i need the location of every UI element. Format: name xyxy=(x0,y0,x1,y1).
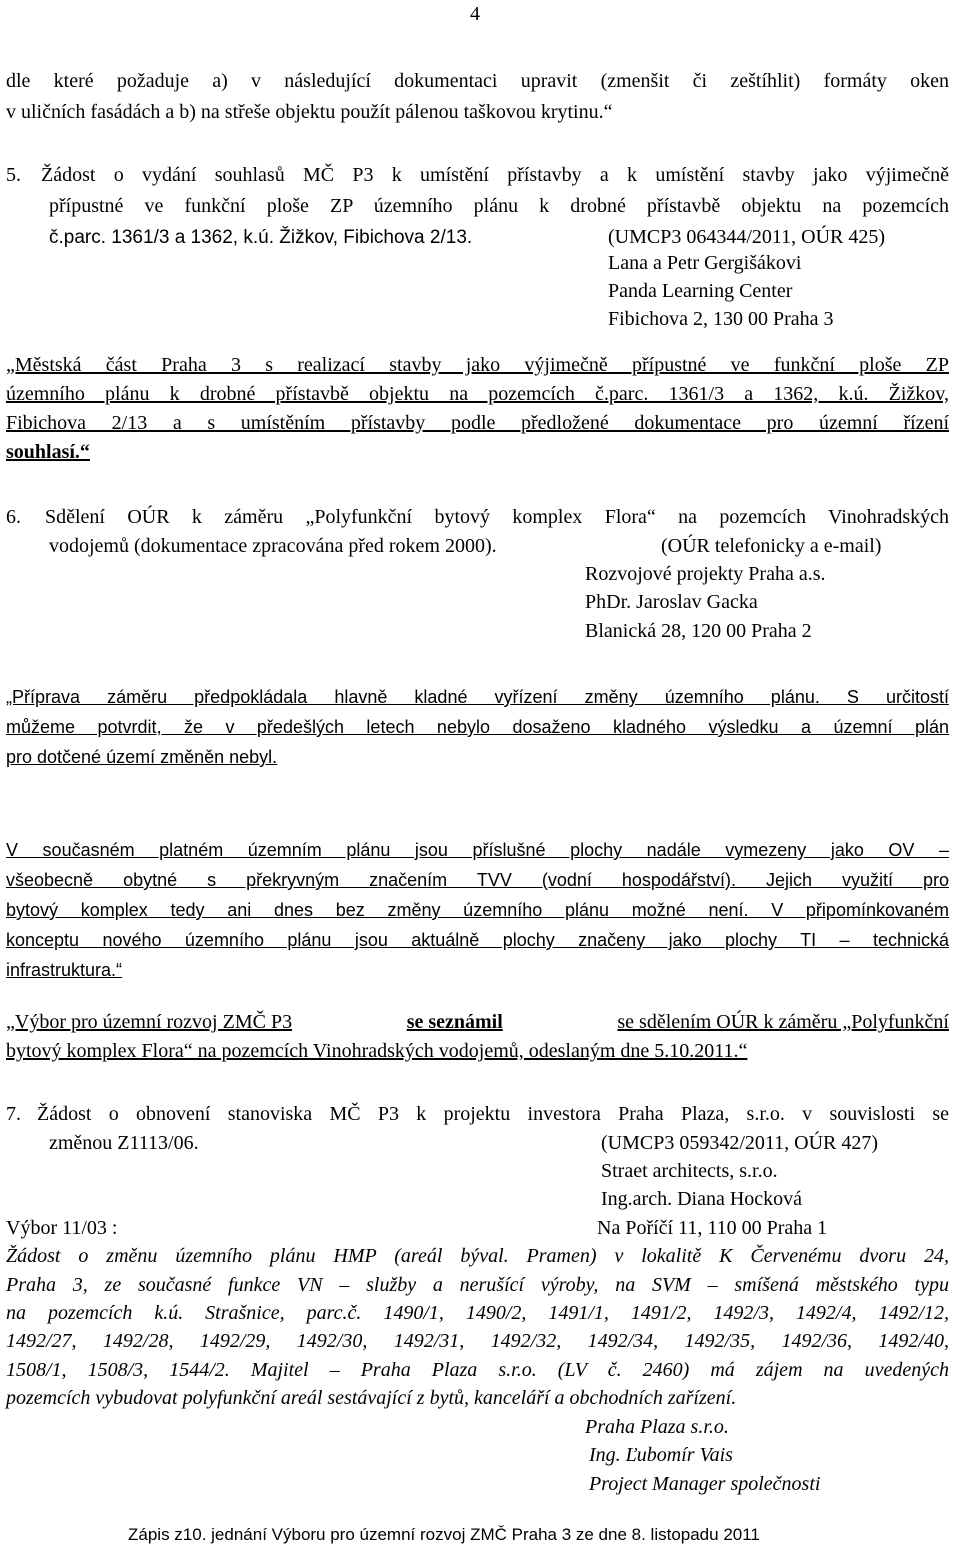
item-7-line-1: Žádost o obnovení stanoviska MČ P3 k projektu investora Praha Plaza, s.r.o. v souvislosti se xyxy=(37,1103,949,1125)
item-5-address-1: Lana a Petr Gergišákovi xyxy=(608,252,802,274)
item-6-address-1: Rozvojové projekty Praha a.s. xyxy=(585,563,826,585)
item-6-paragraph-1-line-2: můžeme potvrdit, že v předešlých letech nebylo dosaženo kladného výsledku a územní plán xyxy=(6,717,949,737)
item-5-resolution-1: „Městská část Praha 3 s realizací stavby jako výjimečně přípustné ve funkční ploše ZP xyxy=(6,354,949,376)
item-7-reference: (UMCP3 059342/2011, OÚR 427) xyxy=(601,1132,879,1154)
item-7-resolution-label: Výbor 11/03 : xyxy=(6,1217,118,1239)
item-5-resolution-3: Fibichova 2/13 a s umístěním přístavby podle předložené dokumentace pro územní řízení xyxy=(6,412,949,434)
item-7-address-1: Straet architects, s.r.o. xyxy=(601,1160,778,1182)
page-footer: Zápis z10. jednání Výboru pro územní rozvoj ZMČ Praha 3 ze dne 8. listopadu 2011 xyxy=(128,1525,760,1544)
item-7-request-line-3: na pozemcích k.ú. Strašnice, parc.č. 1490/1, 1490/2, 1491/1, 1491/2, 1492/3, 1492/4, 1492/12, xyxy=(6,1302,949,1324)
item-7-signature-name: Ing. Ľubomír Vais xyxy=(589,1444,733,1466)
item-6-resolution-part-c: se sdělením OÚR k záměru „Polyfunkční xyxy=(617,1011,949,1033)
intro-line-1: dle které požaduje a) v následující dokumentaci upravit (zmenšit či zeštíhlit) formáty oken xyxy=(6,70,949,92)
item-6-address-3: Blanická 28, 120 00 Praha 2 xyxy=(585,620,812,642)
intro-line-2: v uličních fasádách a b) na střeše objektu použít pálenou taškovou krytinu.“ xyxy=(6,101,613,123)
item-5-number: 5. xyxy=(6,164,21,186)
item-7-address-3: Na Poříčí 11, 110 00 Praha 1 xyxy=(597,1217,828,1239)
item-6-number: 6. xyxy=(6,506,21,528)
item-6-resolution-line-1 xyxy=(6,1012,949,1032)
item-7-signature-company: Praha Plaza s.r.o. xyxy=(585,1416,729,1438)
item-7-number: 7. xyxy=(6,1103,21,1125)
item-5-address-2: Panda Learning Center xyxy=(608,280,793,302)
item-5-line-2: přípustné ve funkční ploše ZP územního plánu k drobné přístavbě objektu na pozemcích xyxy=(49,195,949,217)
item-7-signature-role: Project Manager společnosti xyxy=(589,1473,821,1495)
page-number: 4 xyxy=(470,3,480,25)
item-5-line-3: č.parc. 1361/3 a 1362, k.ú. Žižkov, Fibichova 2/13. xyxy=(49,227,473,248)
item-5-reference: (UMCP3 064344/2011, OÚR 425) xyxy=(608,226,886,248)
item-7-address-2: Ing.arch. Diana Hocková xyxy=(601,1188,803,1210)
item-7-line-2: změnou Z1113/06. xyxy=(49,1132,199,1154)
item-7-request-line-1: Žádost o změnu územního plánu HMP (areál býval. Pramen) v lokalitě K Červenému dvoru 24, xyxy=(6,1245,949,1267)
item-6-paragraph-1-line-1: „Příprava záměru předpokládala hlavně kladné vyřízení změny územního plánu. S určitostí xyxy=(6,687,949,707)
item-6-paragraph-2-line-5: infrastruktura.“ xyxy=(6,960,123,980)
item-7-request-line-2: Praha 3, ze současné funkce VN – služby a nerušící výroby, na SVM – smíšená městského typu xyxy=(6,1274,949,1296)
item-6-paragraph-1-line-3: pro dotčené území změněn nebyl. xyxy=(6,747,278,767)
item-6-line-1: Sdělení OÚR k záměru „Polyfunkční bytový komplex Flora“ na pozemcích Vinohradských xyxy=(45,506,949,528)
item-6-line-2: vodojemů (dokumentace zpracována před rokem 2000). xyxy=(49,535,497,557)
item-6-resolution-line-2: bytový komplex Flora“ na pozemcích Vinohradských vodojemů, odeslaným dne 5.10.2011.“ xyxy=(6,1040,748,1062)
item-7-request-line-4: 1492/27, 1492/28, 1492/29, 1492/30, 1492/31, 1492/32, 1492/34, 1492/35, 1492/36, 1492/40, xyxy=(6,1330,949,1352)
item-6-resolution-part-a: „Výbor pro územní rozvoj ZMČ P3 xyxy=(6,1011,293,1033)
item-6-reference: (OÚR telefonicky a e-mail) xyxy=(661,535,882,557)
item-7-request-line-6: pozemcích vybudovat polyfunkční areál sestávající z bytů, kanceláří a obchodních zařízení. xyxy=(6,1387,737,1409)
item-6-paragraph-2-line-2: všeobecně obytné s překryvným značením TVV (vodní hospodářství). Jejich využití pro xyxy=(6,870,949,890)
item-6-resolution-bold: se seznámil xyxy=(406,1011,503,1033)
item-5-resolution-4: souhlasí.“ xyxy=(6,441,90,463)
item-5-line-1: Žádost o vydání souhlasů MČ P3 k umístění přístavby a k umístění stavby jako výjimečně xyxy=(41,164,949,186)
item-5-resolution-2: územního plánu k drobné přístavbě objektu na pozemcích č.parc. 1361/3 a 1362, k.ú. Žižkov, xyxy=(6,383,949,405)
item-6-paragraph-2-line-1: V současném platném územním plánu jsou příslušné plochy nadále vymezeny jako OV – xyxy=(6,840,949,860)
item-6-address-2: PhDr. Jaroslav Gacka xyxy=(585,591,758,613)
item-5-address-3: Fibichova 2, 130 00 Praha 3 xyxy=(608,308,834,330)
item-7-request-line-5: 1508/1, 1508/3, 1544/2. Majitel – Praha Plaza s.r.o. (LV č. 2460) má zájem na uvedených xyxy=(6,1359,949,1381)
item-6-paragraph-2-line-4: konceptu nového územního plánu jsou aktuálně plochy značeny jako plochy TI – technická xyxy=(6,930,949,950)
item-6-paragraph-2-line-3: bytový komplex tedy ani dnes bez změny územního plánu možné není. V připomínkovaném xyxy=(6,900,949,920)
